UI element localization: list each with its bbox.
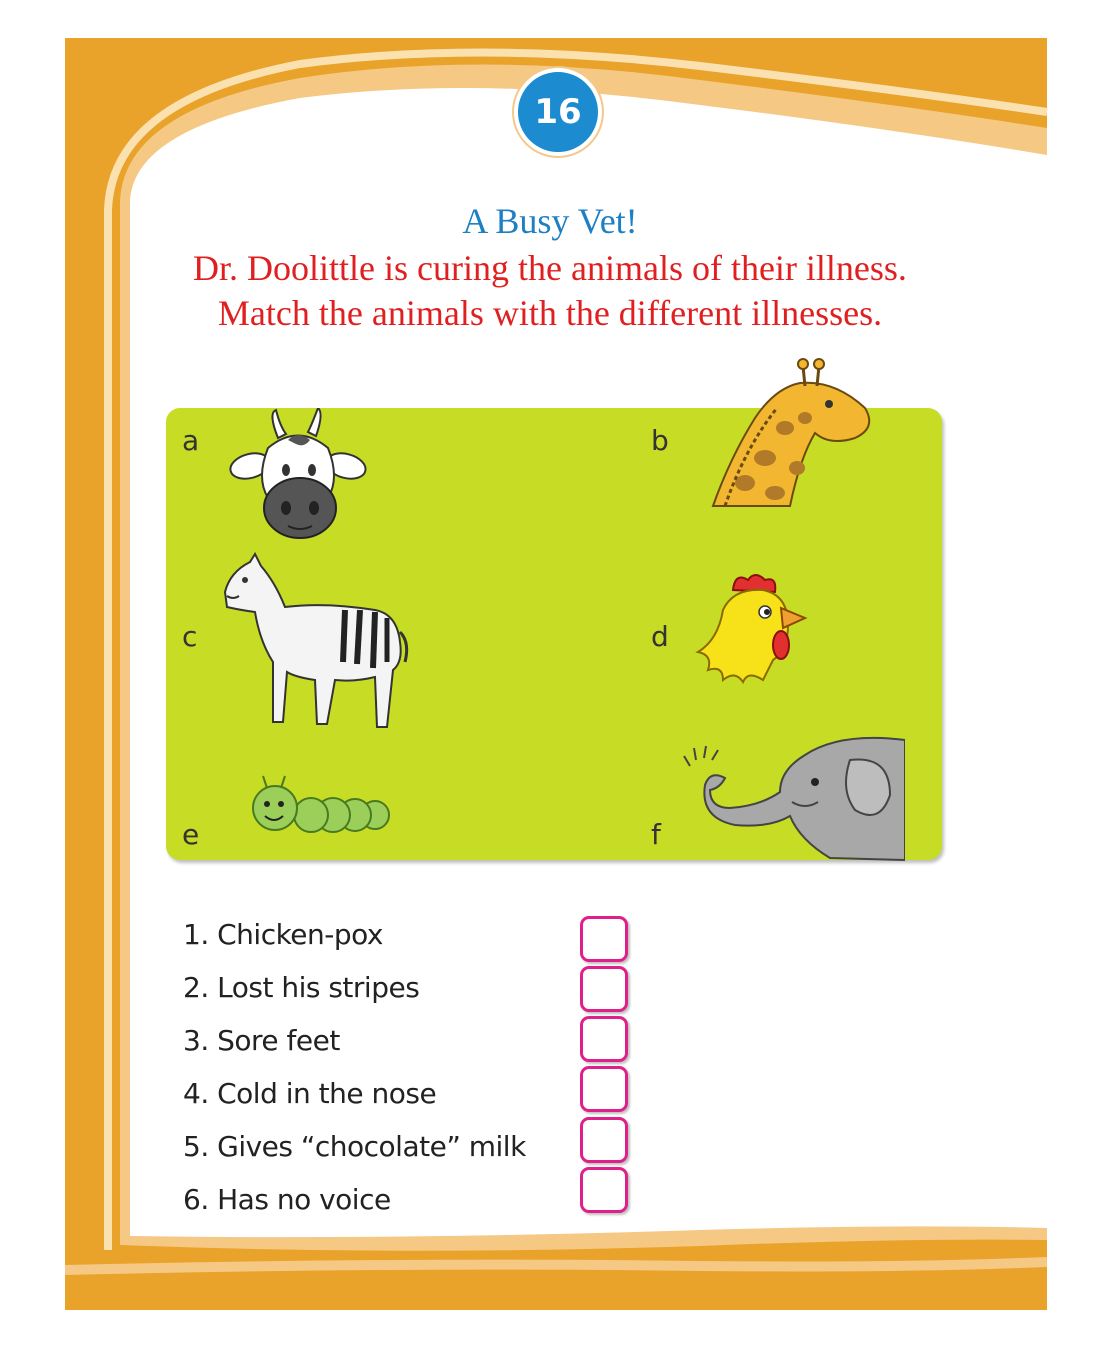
animal-letter-d: d xyxy=(651,620,669,653)
instructions-text: Dr. Doolittle is curing the animals of their illness. Match the animals with the different illnesses. xyxy=(193,248,907,333)
zebra-icon xyxy=(215,552,410,742)
answer-box-5[interactable] xyxy=(580,1117,628,1163)
elephant-icon xyxy=(680,730,905,862)
illness-item-4: 4. Cold in the nose xyxy=(183,1077,437,1110)
animal-letter-b: b xyxy=(651,424,669,457)
cow-icon xyxy=(228,408,368,543)
animal-letter-e: e xyxy=(182,818,200,851)
illness-item-6: 6. Has no voice xyxy=(183,1183,391,1216)
page-title: A Busy Vet! xyxy=(462,201,638,241)
illness-item-2: 2. Lost his stripes xyxy=(183,971,420,1004)
illness-item-3: 3. Sore feet xyxy=(183,1024,340,1057)
answer-box-2[interactable] xyxy=(580,966,628,1012)
giraffe-icon xyxy=(705,358,880,508)
animal-letter-c: c xyxy=(182,620,198,653)
animal-letter-f: f xyxy=(651,818,661,851)
answer-box-3[interactable] xyxy=(580,1016,628,1062)
animal-letter-a: a xyxy=(182,424,200,457)
page-number-badge: 16 xyxy=(514,68,602,156)
answer-box-1[interactable] xyxy=(580,916,628,962)
rooster-icon xyxy=(693,570,808,690)
answer-box-4[interactable] xyxy=(580,1066,628,1112)
caterpillar-icon xyxy=(245,770,400,850)
illness-item-1: 1. Chicken-pox xyxy=(183,918,383,951)
illness-item-5: 5. Gives “chocolate” milk xyxy=(183,1130,526,1163)
answer-box-6[interactable] xyxy=(580,1167,628,1213)
